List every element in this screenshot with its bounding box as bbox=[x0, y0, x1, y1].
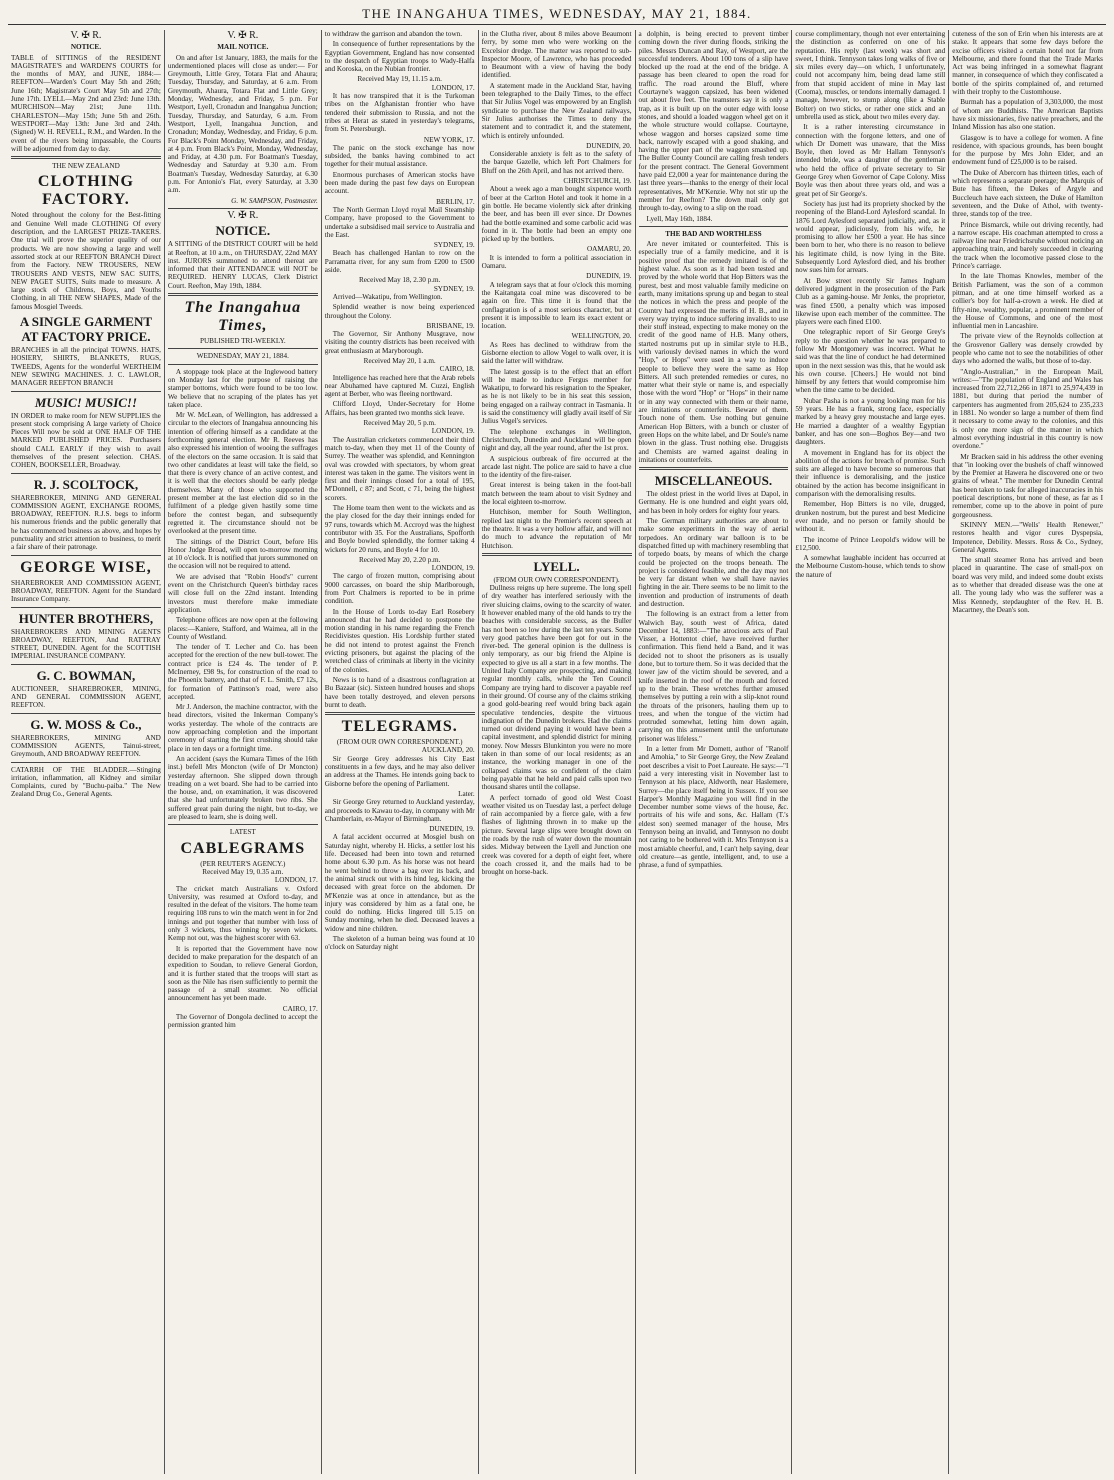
lyell-paragraph: a dolphin, is being erected to prevent timber coming down the river during floods, striking the piles. Messrs Duncan and Ray, of Westport, are the successful tenderers. About 100 tons of a slip have blocked up the road at the end of the bridge. A passage has been cleared to open the road for traffic. The road around the Bluff, where Courtayne's waggon capsized, has been widened out about five feet. The teamsters say it is only a trap, as it is built up on the outer edge with loose stones, and should a loaded waggon wheel get on it the whole structure would collapse. Courtayne, whose waggon and horses capsized some time back, narrowly escaped with a good shaking, and having the upper part of the waggon smashed up. The Buller County Council are calling fresh tenders for the present contract. The General Government have paid £2,000 a year for maintenance during the last three years—thanks to the energy of their local representatives, Mr M'Kenzie. Why not stir up the member for Reefton? The down mail only got through to-day, owing to a slip on the road. bbox=[638, 30, 789, 213]
telegram-paragraph: The latest gossip is to the effect that an effort will be made to induce Fergus member for Wakatipu, to forward his resignation to the Speaker, as he is not likely to be in his seat this session, being engaged on a railway contract in Tasmania. It is said the constituency will gladly avail itself of Sir Julius Vogel's services. bbox=[481, 367, 632, 426]
divider bbox=[11, 156, 161, 159]
paper-title: The Inangahua Times, bbox=[184, 299, 302, 335]
misc-paragraph: Remember, Hop Bitters is no vile, drugged, drunken nostrum, but the purest and best Medicine ever made, and no person or family should be without it. bbox=[795, 500, 946, 534]
divider bbox=[11, 607, 161, 608]
cable-paragraph: The panic on the stock exchange has now subsided, the banks having combined to act together for their mutual assistance. bbox=[324, 143, 475, 169]
column-7 bbox=[949, 30, 1106, 1474]
misc-paragraph: Burmah has a population of 3,303,000, the most of whom are Buddhists. The American Baptists have six missionaries, five native preachers, and the Inland Mission has also one station. bbox=[952, 98, 1103, 132]
misc-paragraph: Nubar Pasha is not a young looking man for his 59 years. He has a frank, strong face, especially marked by a heavy grey moustache and large eyes. He married a daughter of a wealthy Egyptian banker, and has one son—Boghos Bey—and two daughters. bbox=[795, 396, 946, 447]
columns bbox=[8, 30, 1106, 1474]
latest-label: LATEST bbox=[229, 828, 256, 837]
received-line: Received May 18, 2.30 p.m. bbox=[358, 276, 441, 285]
george-wise-ad: SHAREBROKER AND COMMISSION AGENT, BROADWAY, REEFTON. Agent for the Standard Insurance Company. bbox=[11, 578, 161, 604]
hunter-brothers-ad: SHAREBROKERS AND MINING AGENTS BROADWAY, REEFTON, And RATTRAY STREET, DUNEDIN. Agent for the SCOTTISH IMPERIAL INSURANCE COMPANY. bbox=[11, 627, 161, 661]
dateline: DUNEDIN, 20. bbox=[586, 141, 632, 150]
cablegrams-heading: CABLEGRAMS bbox=[180, 839, 306, 857]
misc-paragraph: cuteness of the son of Erin when his interests are at stake. It appears that some few days before the excise officers visited a certain hotel not far from Melbourne, and there found that the Trade Marks Act was being infringed in a somewhat flagrant manner, in consequence of which they confiscated a bottle of the spirits complained of, and returned with their trophy to the Customhouse. bbox=[952, 30, 1103, 97]
misc-paragraph: The income of Prince Leopold's widow will be £12,500. bbox=[795, 535, 946, 552]
district-court-heading: NOTICE. bbox=[215, 223, 271, 239]
telegram-paragraph: A statement made in the Auckland Star, having been telegraphed to the Daily Times, to the effect that Sir Julius Vogel was empowered by an English syndicate to purchase the New Zealand railways, Sir Julius authorises the Times to deny the statement and to contradict it, and the statement, which is entirely unfounded. bbox=[481, 81, 632, 140]
misc-paragraph: course complimentary, though not ever entertaining the distinction as conferred on one of his reputation. His reply (last week) was short and sweet, I think. Tennyson takes long walks of five or six miles every day—on which, I unfortunately, could not accompany him, being dead lame still from that stupid accident of mine in May last (Cooma), muscles, or tendons internally damaged. I manage, however, to stump along (like a Stable Bolter) on two sticks, or rather one stick and an umbrella used as stick, about two miles every day. bbox=[795, 30, 946, 121]
misc-paragraph: The following is an extract from a letter from Walwich Bay, south west of Africa, dated December 14, 1883:—"The atrocious acts of Paul Visser, a Hottentot chief, have received further confirmation. This fiend held a Band, and it was decided not to shoot the prisoners as is usually done, but to torture them. So it was decided that the lower jaw of the victim should be severed, and a knife inserted in the roof of the mouth and forced up to the brain. These wretches further amused themselves by putting a rein with a slip-knot round the throats of the prisoners, hauling them up to trees, and when the tongue of the victim had protruded somewhat, letting him down again, carrying on this amusement until the unfortunate prisoner was lifeless." bbox=[638, 610, 789, 743]
dateline: BRISBANE, 19. bbox=[426, 321, 475, 330]
dateline: Later. bbox=[458, 789, 475, 798]
royal-crest-icon: V. ✠ R. bbox=[227, 209, 259, 221]
divider bbox=[11, 762, 161, 763]
telegram-paragraph: The skeleton of a human being was found at 10 o'clock on Saturday night bbox=[324, 934, 475, 952]
bowman-ad: AUCTIONEER, SHAREBROKER, MINING, AND GENERAL COMMISSION AGENT, REEFTON. bbox=[11, 684, 161, 710]
hunter-brothers-heading: HUNTER BROTHERS, bbox=[18, 610, 154, 626]
telegrams-heading: TELEGRAMS. bbox=[341, 718, 458, 736]
cable-paragraph: In the House of Lords to-day Earl Rosebery announced that he had decided to postpone the motion standing in his name regarding the French Recidivistes question. His Lordship further stated he did not intend to protest against the French evicting prisoners, but against the placing of the wretched class of criminals at liberty in the vicinity of the colonies. bbox=[324, 607, 475, 674]
telegram-paragraph: A fatal accident occurred at Mosgiel bush on Saturday night, whereby H. Hicks, a settler lost his life. Deceased had been into town and returned home about 6.30 p.m. As his horse was not heard he went behind to throw a bag over its back, and the animal struck out with its hind leg, kicking the deceased with great force on the abdomen. Dr M'Kenzie was at once in attendance, but as the injury was considered by him as a fatal one, he could do nothing. Hicks lingered till 5.15 on Sunday morning, when he died. Deceased leaves a widow and nine children. bbox=[324, 833, 475, 933]
cable-paragraph: Arrived—Wakatipu, from Wellington. bbox=[332, 292, 443, 301]
cable-paragraph: The North German Lloyd royal Mail Steamship Company, have proposed to the Government to undertake a subsidised mail service to Australia and the East. bbox=[324, 205, 475, 239]
dateline: WELLINGTON, 20. bbox=[571, 332, 632, 341]
masthead: THE INANGAHUA TIMES, WEDNESDAY, MAY 21, 1884. bbox=[362, 6, 752, 21]
misc-paragraph: The oldest priest in the world lives at Dapol, in Germany. He is one hundred and eight years old, and has been in holy orders for eighty four years. bbox=[638, 490, 789, 515]
clothing-factory-heading: CLOTHING FACTORY. bbox=[37, 173, 134, 209]
bowman-heading: G. C. BOWMAN, bbox=[36, 667, 136, 683]
cable-paragraph: The Governor of Dongola declined to accept the permission granted him bbox=[167, 1012, 318, 1030]
cable-paragraph: News is to hand of a disastrous conflagration at Bu Bazaar (sic). Sixteen hundred houses and shops have been totally destroyed, and eleven persons burnt to death. bbox=[324, 675, 475, 709]
divider bbox=[168, 824, 318, 825]
single-garment-ad: BRANCHES in all the principal TOWNS. HATS, HOSIERY, SHIRTS, BLANKETS, RUGS, TWEEDS, Agents for the wonderful WERTHEIM NEW SEWING MACHINES. J. C. LAWLOR, MANAGER REEFTON BRANCH bbox=[11, 346, 161, 388]
clothing-factory-ad: Noted throughout the colony for the Best-fitting and Genuine Well made CLOTHING Of every description, and the LARGEST PRIZE-TAKERS. One trial will prove the superior quality of our products. We are now showing a large and well assorted stock at our REEFTON BRANCH Direct from the Factory. NEW TROUSERS, NEW TROUSERS AND VESTS, NEW SAC SUITS, NEW PAGET SUITS, Suits made to measure. A large stock of Childrens, Boys, and Youths Clothing, in all THE NEW SHAPES, Made of the famous Mosgiel Tweeds. bbox=[11, 211, 161, 311]
received-line: Received May 19, 0.35 a.m. bbox=[202, 867, 284, 876]
misc-paragraph: Prince Bismarck, while out driving recently, had a narrow escape. His coachman attempted to cross a railway line near Friedrichsruhe without noticing an approaching train, and barely succeeded in clearing the track when the locomotive passed close to the Prince's carriage. bbox=[952, 220, 1103, 271]
hop-bitters-ad: Are never imitated or counterfeited. This is especially true of a family medicine, and it is positive proof that the remedy imitated is of the highest value. As soon as it had been tested and proved by the whole world that Hop Bitters was the purest, best and most valuable family medicine on earth, many imitations sprung up and began to steal the notices in which the press and people of the Country had expressed the merits of H. B., and in every way trying to induce suffering invalids to use their stuff instead, expecting to make money on the credit of the good name of H.B. Many others, started nostrums put up in similar style to H.B., with variously devised names in which the word "Hop," or Hops" were used in a way to induce people to believe they were the same as Hop Bitters. All such pretended remedies or cures, no matter what their style or name is, and especially those with the word "Hop" or "Hops" in their name or in any way connected with them or their name, are imitations or counterfeits. Beware of them. Touch none of them. Use nothing but genuine American Hop Bitters, with a bunch or cluster of green Hops on the white label, and Dr Soule's name blown in the glass. Trust nothing else. Druggists and Chemists are warned against dealing in imitations or counterfeits. bbox=[638, 240, 789, 464]
column-6 bbox=[792, 30, 949, 1474]
paper-date: WEDNESDAY, MAY 21, 1884. bbox=[196, 352, 289, 361]
lyell-subheading: (FROM OUR OWN CORRESPONDENT). bbox=[493, 575, 620, 584]
moss-ad: SHAREBROKERS, MINING AND COMMISSION AGENTS, Tainui-street, Greymouth, AND BROADWAY REEFTON. bbox=[11, 733, 161, 759]
misc-paragraph: The small steamer Rona has arrived and been placed in quarantine. The case of small-pox on board was very mild, and indeed some doubt exists as to whether that dreaded disease was the one at all. The young lady who was the sufferer was a Miss Kennedy, stepdaughter of the Rev. H. B. Macartney, the Dean's son. bbox=[952, 556, 1103, 614]
telegram-paragraph: Great interest is being taken in the foot-ball match between the team about to visit Sydney and the local eighteen to-morrow. bbox=[481, 481, 632, 507]
received-line: Received May 20, 1 a.m. bbox=[363, 356, 436, 365]
divider bbox=[168, 293, 318, 296]
cable-paragraph: The cargo of frozen mutton, comprising about 9000 carcasses, on board the ship Marlborough, from Port Chalmers is reported to be in prime condition. bbox=[324, 572, 475, 606]
cable-paragraph: It is reported that the Government have now decided to make preparation for the despatch of an expedition to Soudan, to relieve General Gordon, and it is further stated that the troops will start as soon as the Nile has risen sufficiently to permit the passage of a small steamer. No official announcement has yet been made. bbox=[167, 944, 318, 1003]
misc-paragraph: At Bow street recently Sir James Ingham delivered judgment in the prosecution of the Park Club as a gaming-house. Mr Jenks, the proprietor, was fined £500, a penalty which was imposed likewise upon each member of the committee. The players were each fined £100. bbox=[795, 276, 946, 327]
cable-paragraph: The Governor, Sir Anthony Musgrave, now visiting the country districts has been received with great enthusiasm at Maryborough. bbox=[324, 330, 475, 355]
paper-subtitle: PUBLISHED TRI-WEEKLY. bbox=[199, 337, 286, 346]
cable-paragraph: In consequence of further representations by the Egyptian Government, England has now consented to the despatch of Egyptian troops to Wady-Halfa and Koroska, on the Nubian frontier. bbox=[324, 40, 475, 74]
clothing-factory-pre: THE NEW ZEALAND bbox=[52, 162, 120, 171]
masthead-rule bbox=[8, 24, 1106, 25]
misc-paragraph: In the late Thomas Knowles, member of the British Parliament, was the son of a common pitman, and at one time himself worked as a collier's boy for half-a-crown a week. He died at fifty-nine, wealthy, popular, a prominent member of the House of Commons, and one of the most influential men in Lancashire. bbox=[952, 272, 1103, 331]
divider bbox=[168, 364, 318, 365]
misc-paragraph: The Duke of Abercorn has thirteen titles, each of which represents a separate peerage; the Marquis of Bute has fifteen, the Dukes of Argyle and Buccleuch have each sixteen, the Duke of Hamilton seventeen, and the Duke of Athol, with twenty-three, stands top of the tree. bbox=[952, 168, 1103, 219]
editorial-paragraph: Mr W. McLean, of Wellington, has addressed a circular to the electors of Inangahua announcing his intention of offering himself as a candidate at the forthcoming general election. Mr R. Reeves has also expressed his intention of wooing the suffrages of the electors on the same occasion. It is said that two other candidates at least will take the field, so that there is every chance of an active contest, and it is well that the electors should be early pledge themselves. Many of those who supported the present member at the last election did so in the fulfilment of a pledge given hastily some time before the contest began, and subsequently regretted it. The circumstance should not be overlooked at the present time. bbox=[167, 411, 318, 536]
divider bbox=[11, 664, 161, 665]
music-heading: MUSIC! MUSIC!! bbox=[34, 394, 138, 410]
divider bbox=[11, 391, 161, 392]
miscellaneous-heading: MISCELLANEOUS. bbox=[654, 473, 773, 489]
divider bbox=[639, 467, 789, 470]
divider bbox=[11, 713, 161, 714]
misc-paragraph: The private view of the Reynolds collection at the Grosvenor Gallery was densely crowded by people who came not to see the notabilities of other days who adorned the walls, but those of to-day. bbox=[952, 332, 1103, 366]
misc-paragraph: "Anglo-Australian," in the European Mail, writes:—"The population of England and Wales has increased from 22,712,266 in 1871 to 25,974,439 in 1881, but during that period the number of carpenters has augmented from 205,624 to 235,233 in 1881. No wonder so large a number of them find it necessary to come away to the colonies, and this is only one more sign of the manner in which almost everything industrial in this country is now overdone." bbox=[952, 367, 1103, 451]
telegram-paragraph: in the Clutha river, about 8 miles above Beaumont ferry, by some men who were working on the Excelsior dredge. The matter was reported to sub-Inspector Moore, of Lawrence, who has proceeded to Beaumont with a view of having the body identified. bbox=[481, 30, 632, 80]
telegrams-subheading: (FROM OUR OWN CORRESPONDENT.) bbox=[336, 738, 463, 747]
cable-paragraph: Enormous purchases of American stocks have been made during the past few days on European account. bbox=[324, 170, 475, 196]
cable-paragraph: Beach has challenged Hanlan to row on the Parramatta river, for any sum from £200 to £500 aside. bbox=[324, 249, 475, 275]
column-3 bbox=[322, 30, 479, 1474]
telegram-paragraph: About a week ago a man bought sixpence worth of beer at the Carlton Hotel and took it home in a gin bottle. He became violently sick after drinking the beer, and has been ill ever since. Dr Downes had the bottle examined and some carbolic acid was found in it. The bottle had been an empty one picked up by the bottlers. bbox=[481, 185, 632, 244]
bad-worthless-heading: THE BAD AND WORTHLESS bbox=[665, 229, 762, 238]
lyell-paragraph: Dullness reigns up here supreme. The long spell of dry weather has interfered seriously with the river sluicing claims, owing to the scarcity of water. It however enabled many of the old hands to try the beaches with considerable success, as the Buller has not been so low during the last ten years. Some very good patches have been got for out in the river-bed. The general opinion is the dullness is only temporary, as our big friend the Alpine is expected to give us all a start in a few months. The United Italy Company are prospecting, and making regular monthly calls, while the Ten Council Company are trying hard to discover a payable reef in their ground. Of course any of the claims striking a good gold-bearing reef would bring back again speculative tendencies, despite the virtuous indignation of the Dunedin brokers. Had the claims turned out dividend paying it would have been a capital investment, and splendid district for mining money. Now Messrs Blunkinton you were no more taken in than some of our local residents; as an instance, the working manager in one of the collapsed claims was so confident of the claim being payable that he held and paid calls upon two thousand shares until the collapse. bbox=[481, 584, 632, 792]
telegram-paragraph: Considerable anxiety is felt as to the safety of the barque Gazelle, which left Port Chalmers for Bluff on the 26th April, and has not arrived there. bbox=[481, 150, 632, 175]
cable-paragraph: The Australian cricketers commenced their third match to-day, when they met 11 of the County of Surrey. The weather was splendid, and Kennington oval was crowded with spectators, by whom great interest was taken in the game. The visitors went in first and their innings closed for a total of 195, M'Donnell, c 87; and Scott, c 71, being the highest scorers. bbox=[324, 435, 475, 502]
divider bbox=[325, 712, 475, 715]
divider bbox=[168, 348, 318, 349]
lyell-dateline: Lyell, May 16th, 1884. bbox=[646, 214, 713, 223]
divider bbox=[482, 553, 632, 556]
received-line: Received May 20, 2.20 p.m. bbox=[358, 555, 441, 564]
received-line: Received May 20, 5 p.m. bbox=[363, 419, 436, 428]
notice-heading: NOTICE. bbox=[70, 43, 102, 52]
telegram-paragraph: A suspicious outbreak of fire occurred at the arcade last night. The police are said to have a clue to the identity of the fire-raiser. bbox=[481, 454, 632, 480]
divider bbox=[168, 208, 318, 209]
received-line: Received May 19, 11.15 a.m. bbox=[357, 75, 442, 84]
mail-signature: G. W. SAMPSON, Postmaster. bbox=[231, 196, 318, 205]
dateline: BERLIN, 17. bbox=[436, 197, 475, 206]
telegram-paragraph: Hutchison, member for South Wellington, replied last night to the Premier's recent speech at the theatre. It was a very hollow affair, and will not do much to advance the reputation of Mr Hutchison. bbox=[481, 508, 632, 550]
misc-paragraph: The German military authorities are about to make some experiments in the way of aerial torpedoes. An ordinary war balloon is to be dispatched fitted up with machinery resembling that of torpedo boats, by means of which the charge could be projected on the troops beneath. The project is considered feasible, and the day may not be very far distant when we shall have navies fighting in the air. There seems to be no limit to the invention and production of instruments of death and destruction. bbox=[638, 517, 789, 608]
misc-paragraph: Society has just had its propriety shocked by the reopening of the Bland-Lord Aylesford scandal. In 1876 Lord Aylesford separated judicially, and, as it would appear, judiciously, from his wife, he promising to allow her £500 a year. He has since been born to her, who there is no reason to believe his legitimate child, is now lying in the Bite. Subsequently Lord Aylesford died, and his brother now sues him for arrears. bbox=[795, 199, 946, 275]
telegram-paragraph: Sir George Grey returned to Auckland yesterday, and proceeds to Kawau to-day, in company with Mr Chamberlain, ex-Mayor of Birmingham. bbox=[324, 798, 475, 823]
lyell-heading: LYELL. bbox=[533, 558, 580, 574]
scoltock-heading: R. J. SCOLTOCK, bbox=[33, 476, 139, 492]
editorial-paragraph: An accident (says the Kumara Times of the 16th inst.) befell Mrs Moncton (wife of Dr Moncton) yesterday afternoon. She slipped down through treading on a wet board. She had to be carried into the house, and, on examination, it was discovered that she had unfortunately broken two ribs. She suffered great pain during the night, but to-day, we are pleased to learn, she is doing well. bbox=[167, 754, 318, 822]
moss-heading: G. W. MOSS & Co., bbox=[30, 716, 142, 732]
cable-paragraph: It has now transpired that it is the Turkoman tribes on the Afghanistan frontier who have tendered their submission to Russia, and not the tribes at Herat as stated in yesterday's telegrams, from St. Petersburgh. bbox=[324, 92, 475, 134]
misc-paragraph: Mr Bracken said in his address the other evening that "in looking over the bushels of chaff winnowed by the Premier at Hawera he discovered one or two grains of wheat." The member for Dunedin Central has been taken to task for alleged inaccuracies in his poetical descriptions, but none of these, as far as I remember, come up to the above in point of pure gorgeousness. bbox=[952, 452, 1103, 519]
telegram-paragraph: The telephone exchanges in Wellington, Christchurch, Dunedin and Auckland will be open night and day, all the year round, after the 1st prox. bbox=[481, 427, 632, 453]
misc-paragraph: A somewhat laughable incident has occurred at the Melbourne Custom-house, which tends to show the nature of bbox=[795, 554, 946, 579]
misc-paragraph: In a letter from Mr Domett, author of "Ranolf and Amohia," to Sir George Grey, the New Zealand poet describes a visit to Poet Laureate. He says:—"I paid a very interesting visit in November last to Tennyson at his place, Aldworth, near Haslemere, Surrey—the place itself being in Sussex. If you see Harper's Monthly Magazine you will find in the December number some views of the house, &c. portraits of his wife and sons, &c. Hallam (T.'s eldest son) seemed manager of the house, Mrs Tennyson being an invalid, and Tennyson no doubt not caring to be bothered with it. Mrs Tennyson is a most amiable cheerful, and, I can't help saying, dear old creature—as gentle, intelligent, and, to use a phrase, a fund of sympathies. bbox=[638, 745, 789, 870]
telegram-paragraph: It is intended to form a political association in Oamaru. bbox=[481, 253, 632, 271]
cable-paragraph: to withdraw the garrison and abandon the town. bbox=[324, 30, 463, 38]
column-1 bbox=[8, 30, 165, 1474]
dateline: CAIRO, 17. bbox=[282, 1004, 318, 1013]
cable-paragraph: Clifford Lloyd, Under-Secretary for Home Affairs, has been granted two months sick leave. bbox=[324, 400, 475, 417]
misc-paragraph: Glasgow is to have a college for women. A fine residence, with spacious grounds, has been bought for the purpose by Mrs John Elder, and an endowment fund of £25,000 is to be raised. bbox=[952, 133, 1103, 167]
royal-crest-icon: V. ✠ R. bbox=[70, 30, 102, 41]
dateline: SYDNEY, 19. bbox=[433, 284, 475, 293]
cable-paragraph: Intelligence has reached here that the Arab rebels near Abuhamed have captured M. Cuzzi, English agent at Berber, who was fleeing northward. bbox=[324, 373, 475, 399]
column-5 bbox=[636, 30, 793, 1474]
lyell-paragraph: A perfect tornado of good old West Coast weather visited us on Tuesday last, a perfect deluge of rain accompanied by a fierce gale, with a few flashes of lightning thrown in to make up the picture. Several large slips were brought down on the roads by the rush of water down the mountain sides. Midway between the Lyell and Junction one creek was covered for a depth of eight feet, where the coach crossed it, and the mails had to be brought on horse-back. bbox=[481, 793, 632, 877]
dateline: LONDON, 19. bbox=[431, 564, 475, 573]
divider bbox=[639, 226, 789, 227]
court-sittings-notice: TABLE of SITTINGS of the RESIDENT MAGISTRATE'S and WARDEN'S COURTS for the months of MAY, and JUNE, 1884:— REEFTON—Warden's Court May 5th and 26th; June 16th; Magistrate's Court May 5th and 27th; June 17th. LYELL—May 2nd and 23rd: June 13th. MURCHISON—May 21st; June 11th. CHARLESTON—May 15th; June 5th and 26th. WESTPORT—May 13th: June 3rd and 24th. (Signed) W. H. REVELL, R.M., and Warden. In the event of the rivers being impassable, the Courts will be adjourned from day to day. bbox=[11, 53, 161, 153]
dateline: SYDNEY, 19. bbox=[433, 241, 475, 250]
column-4 bbox=[479, 30, 636, 1474]
editorial-paragraph: We are advised that "Robin Hood's" current event on the Christchurch Queen's birthday races will close full on the 22nd instant. Intending investors must therefore make immediate application. bbox=[167, 572, 318, 614]
scoltock-ad: SHAREBROKER, MINING AND GENERAL COMMISSION AGENT, EXCHANGE ROOMS, BROADWAY, REEFTON. R.J.S. begs to inform his numerous friends and the public generally that he has commenced business as above, and hopes by punctuality and strict attention to business, to merit a fair share of their patronage. bbox=[11, 493, 161, 552]
cable-paragraph: The Home team then went to the wickets and as the play closed for the day their innings ended for 97 runs, towards which M. Accroyd was the highest contributor with 35. For the Australians, Spofforth and Boyle bowled splendidly, the former taking 4 wickets for 20 runs, and Boyle 4 for 10. bbox=[324, 504, 475, 554]
divider bbox=[11, 555, 161, 556]
misc-paragraph: One telegraphic report of Sir George Grey's reply to the question whether he was prepared to follow Mr Montgomery was incorrect. What he said was that the line of conduct he had determined upon in the next session was this, that he would ask his own course. [Cheers.] He would not bind himself by any fetters that would compromise him when the time came to be decided. bbox=[795, 328, 946, 395]
cablegrams-subheading: (PER REUTER'S AGENCY.) bbox=[200, 859, 286, 868]
dateline: LONDON, 17. bbox=[274, 876, 318, 885]
editorial-paragraph: Telephone offices are now open at the following places:—Kaniere, Stafford, and Waimea, all in the County of Westland. bbox=[167, 616, 318, 641]
telegram-paragraph: Sir George Grey addresses his City East constituents in a few days, and he may also deliver an address at the Thames. He intends going back to Gisborne before the opening of Parliament. bbox=[324, 754, 475, 788]
mail-notice-heading: MAIL NOTICE. bbox=[217, 43, 269, 52]
royal-crest-icon: V. ✠ R. bbox=[227, 30, 259, 41]
dateline: CAIRO, 18. bbox=[439, 365, 475, 374]
editorial-paragraph: A stoppage took place at the Inglewood battery on Monday last for the purpose of raising the stamper bottoms, which were found to be too low. We believe that no scraping of the plates has yet taken place. bbox=[167, 367, 318, 409]
music-ad: IN ORDER to make room for NEW SUPPLIES the present stock comprising A large variety of Choice Pieces Will now be sold at ONE HALF OF THE MARKED PUBLISHED PRICES. Purchasers should CALL EARLY if they wish to avail themselves of the present selection. CHAS. COHEN, BOOKSELLER, Broadway. bbox=[11, 411, 161, 470]
mail-notice: On and after 1st January, 1883, the mails for the undermentioned places will close as under:— For Greymouth, Little Grey, Totara Flat and Ahaura; Tuesday, Thursday, and Saturday, at 6 a.m. From Greymouth, Ahaura, Totara Flat and Little Grey; Monday, Wednesday, and Friday, 5 p.m. For Westport, Lyell, Cronadun and Inangahua Junction; Tuesday, Thursday, and Saturday, 6 a.m. From Westport, Lyell, Inangahua Junction, and Cronadun; Monday, Wednesday, and Friday, 6 p.m. For Black's Point Monday, Wednesday, and Friday, at 4 p.m. From Black's Point, Monday, Wednesday, and Friday, at 4.30 p.m. For Boatman's Tuesday, Wednesday and Saturday at 9.30 a.m. From Boatman's Tuesday, Wednesday Saturday, at 6.30 p.m. For Antonio's Flat, every Saturday, at 3.30 a.m. bbox=[167, 53, 318, 195]
district-court-notice: A SITTING of the DISTRICT COURT will be held at Reefton, at 10 a.m., on THURSDAY, 22nd MAY inst. JURORS summoned to attend thereat are informed that their ATTENDANCE will NOT be REQUIRED. HENRY LUCAS, Clerk District Court. Reefton, May 19th, 1884. bbox=[167, 240, 318, 290]
editorial-paragraph: The tender of T. Lecher and Co. has been accepted for the erection of the new bull-tower. The contract price is £24 4s. The tender of P. McInerney, £98 9s, for construction of the road to the Phoenix battery, and that of F. L. Smith, £7 12s, for formation of Pattinson's road, were also accepted. bbox=[167, 643, 318, 701]
dateline: LONDON, 19. bbox=[431, 427, 475, 436]
misc-paragraph: It is a rather interesting circumstance in connection with the forgone letters, and one of which Dr Domett was unaware, that the Miss Boyle, then loved as Mr Hallam Tennyson's intended bride, was a daughter of the gentleman who held the office of private secretary to Sir George Grey when Governor of Cape Colony. Miss Boyle was then about three years old, and was a great pet of Sir George's. bbox=[795, 123, 946, 198]
dateline: DUNEDIN, 19. bbox=[586, 272, 632, 281]
divider bbox=[11, 473, 161, 474]
misc-paragraph: SKINNY MEN.—"Wells' Health Renewer," restores health and vigor cures Dyspepsia, Impotence, Debility. Messrs. Ross & Co., Sydney, General Agents. bbox=[952, 520, 1103, 554]
misc-paragraph: A movement in England has for its object the abolition of the actions for breach of promise. Such suits are alleged to have become so numerous that their influence is demoralising, and the justice obtained by the action has become insignificant in comparison with the demoralising results. bbox=[795, 448, 946, 499]
dateline: OAMARU, 20. bbox=[586, 245, 632, 254]
dateline: LONDON, 17. bbox=[431, 83, 475, 92]
editorial-paragraph: The sittings of the District Court, before His Honor Judge Broad, will open to-morrow morning at 10 o'clock. It is notified that jurors summoned on the occasion will not be required to attend. bbox=[167, 537, 318, 571]
dateline: NEW YORK, 17. bbox=[423, 135, 475, 144]
cable-paragraph: The cricket match Australians v. Oxford University, was resumed at Oxford to-day, and resulted in the defeat of the visitors. The home team requiring 108 runs to win the match went in for 2nd innings and put together that number with loss of only 3 wickets, thus winning by seven wickets. Kemp not out, was the highest scorer with 63. bbox=[167, 884, 318, 943]
dateline: DUNEDIN, 19. bbox=[429, 825, 475, 834]
george-wise-heading: GEORGE WISE, bbox=[20, 558, 152, 576]
catarrh-ad: CATARRH OF THE BLADDER.—Stinging irritation, inflammation, all Kidney and similar Complaints, cured by "Buchu-paiba." The New Zealand Drug Co., General Agents. bbox=[11, 765, 161, 799]
cable-paragraph: Splendid weather is now being experienced throughout the Colony. bbox=[324, 303, 475, 320]
column-2 bbox=[165, 30, 322, 1474]
telegram-paragraph: As Rees has declined to withdraw from the Gisborne election to allow Vogel to walk over, it is said the latter will withdraw. bbox=[481, 340, 632, 366]
telegram-paragraph: A telegram says that at four o'clock this morning the Kaitangata coal mine was discovered to be again on fire. This time it is found that the conflagration is of a most serious character, but at present it is impossible to learn its exact extent or location. bbox=[481, 280, 632, 331]
dateline: AUCKLAND, 20. bbox=[421, 746, 475, 755]
dateline: CHRISTCHURCH, 19. bbox=[563, 177, 632, 186]
single-garment-heading: A SINGLE GARMENT AT FACTORY PRICE. bbox=[19, 314, 153, 345]
editorial-paragraph: Mr J. Anderson, the machine contractor, with the head directors, visited the Inkerman Company's works yesterday. The whole of the contracts are now approaching completion and the important ceremony of starting the first crushing should take place in ten days or a fortnight time. bbox=[167, 703, 318, 753]
